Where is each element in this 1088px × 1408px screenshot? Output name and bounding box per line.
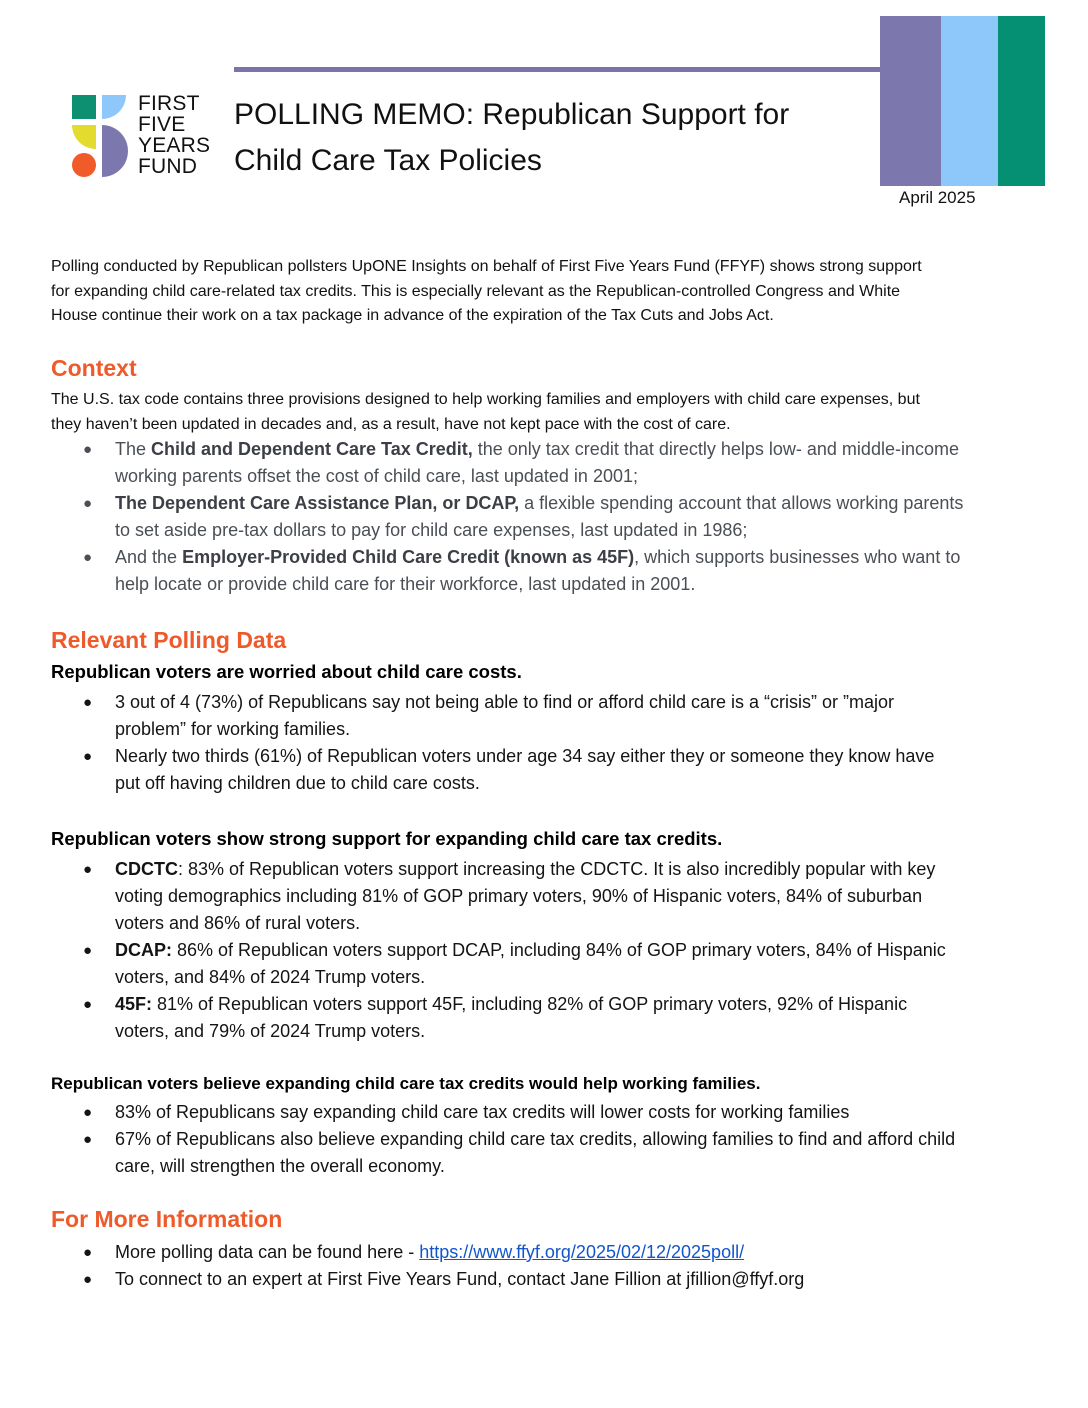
logo-line: FIRST (138, 92, 200, 115)
logo-wordmark (138, 93, 210, 177)
poll-data-link[interactable]: https://www.ffyf.org/2025/02/12/2025poll/ (419, 1242, 745, 1262)
item-text: 83% of Republicans say expanding child care tax credits will lower costs for working families (115, 1102, 850, 1122)
item-bold: DCAP: (115, 940, 172, 960)
intro-line: House continue their work on a tax package in advance of the expiration of the Tax Cuts and Jobs Act. (51, 307, 774, 324)
item-bold: Employer-Provided Child Care Credit (known as 45F) (182, 547, 635, 567)
page-title (234, 92, 789, 184)
bullet-icon: ● (83, 549, 93, 566)
item-text: voters, and 84% of 2024 Trump voters. (115, 967, 426, 987)
item-text: put off having children due to child care costs. (115, 773, 480, 793)
logo-line: FUND (138, 155, 198, 178)
polling-subheading-support: Republican voters show strong support for expanding child care tax credits. (51, 828, 723, 849)
list-item (51, 1099, 1051, 1126)
item-text: voters, and 79% of 2024 Trump voters. (115, 1021, 426, 1041)
logo-line: FIVE (138, 113, 186, 136)
item-text: care, will strengthen the overall economy. (115, 1156, 445, 1176)
context-line: they haven’t been updated in decades and, as a result, have not kept pace with the cost of care. (51, 415, 731, 433)
item-text: a flexible spending account that allows working parents (519, 493, 964, 513)
item-text: The (115, 439, 152, 459)
item-text: 86% of Republican voters support DCAP, including 84% of GOP primary voters, 84% of Hispanic (172, 940, 946, 960)
more-info-list (51, 1239, 1051, 1293)
intro-paragraph (51, 255, 1041, 329)
logo-line: YEARS (138, 134, 211, 157)
bullet-icon: ● (83, 861, 93, 878)
item-text: the only tax credit that directly helps low- and middle-income (472, 439, 959, 459)
item-text: More polling data can be found here - (115, 1242, 420, 1262)
polling-subheading-help: Republican voters believe expanding child care tax credits would help working families. (51, 1074, 761, 1093)
intro-line: for expanding child care-related tax credits. This is especially relevant as the Republican-controlled Congress and White (51, 282, 901, 300)
title-line: POLLING MEMO: Republican Support for (234, 98, 790, 131)
worried-list (51, 689, 1051, 797)
header-rule (234, 67, 880, 72)
item-text: 81% of Republican voters support 45F, including 82% of GOP primary voters, 92% of Hispanic (152, 994, 908, 1014)
item-text: help locate or provide child care for their workforce, last updated in 2001. (115, 574, 696, 594)
context-paragraph (51, 388, 1041, 437)
item-text: 67% of Republicans also believe expanding child care tax credits, allowing families to find and afford child (115, 1129, 956, 1149)
decorative-stripe-blue (941, 16, 998, 186)
item-bold: CDCTC (115, 859, 178, 879)
bullet-icon: ● (83, 1271, 93, 1288)
context-list (51, 436, 1051, 598)
help-list (51, 1099, 1051, 1180)
item-text: problem” for working families. (115, 719, 351, 739)
bullet-icon: ● (83, 748, 93, 765)
item-text: : 83% of Republican voters support increasing the CDCTC. It is also incredibly popular with key (178, 859, 936, 879)
polling-heading: Relevant Polling Data (51, 627, 287, 653)
list-item (51, 1126, 1051, 1180)
list-item (51, 490, 1051, 544)
list-item (51, 743, 1051, 797)
item-bold: 45F: (115, 994, 153, 1014)
item-bold: Child and Dependent Care Tax Credit, (151, 439, 473, 459)
bullet-icon: ● (83, 1131, 93, 1148)
list-item (51, 1239, 1051, 1266)
bullet-icon: ● (83, 942, 93, 959)
intro-line: Polling conducted by Republican pollsters UpONE Insights on behalf of First Five Years Fund (FFYF) shows strong support (51, 258, 922, 275)
bullet-icon: ● (83, 996, 93, 1013)
item-text: voters and 86% of rural voters. (115, 913, 361, 933)
title-line: Child Care Tax Policies (234, 144, 542, 177)
context-heading: Context (51, 355, 137, 381)
ffyf-logo-icon (70, 94, 130, 178)
item-text: And the (115, 547, 183, 567)
memo-date: April 2025 (899, 188, 976, 207)
bullet-icon: ● (83, 441, 93, 458)
list-item (51, 689, 1051, 743)
more-info-heading: For More Information (51, 1206, 283, 1232)
item-text: , which supports businesses who want to (634, 547, 961, 567)
decorative-stripe-purple (880, 16, 941, 186)
item-text: 3 out of 4 (73%) of Republicans say not being able to find or afford child care is a “crisis” or ”major (115, 692, 895, 712)
bullet-icon: ● (83, 694, 93, 711)
item-text: working parents offset the cost of child care, last updated in 2001; (115, 466, 638, 486)
decorative-stripe-green (998, 16, 1045, 186)
support-list (51, 856, 1051, 1045)
list-item (51, 937, 1051, 991)
bullet-icon: ● (83, 495, 93, 512)
list-item (51, 1266, 1051, 1293)
item-text: To connect to an expert at First Five Years Fund, contact Jane Fillion at jfillion@ffyf.org (115, 1269, 805, 1289)
polling-subheading-worried: Republican voters are worried about child care costs. (51, 661, 522, 682)
bullet-icon: ● (83, 1244, 93, 1261)
context-line: The U.S. tax code contains three provisions designed to help working families and employers with child care expenses, but (51, 391, 920, 408)
item-bold: The Dependent Care Assistance Plan, or DCAP, (115, 493, 520, 513)
item-text: voting demographics including 81% of GOP primary voters, 90% of Hispanic voters, 84% of suburban (115, 886, 923, 906)
list-item (51, 991, 1051, 1045)
list-item (51, 856, 1051, 937)
item-text: Nearly two thirds (61%) of Republican voters under age 34 say either they or someone they know have (115, 746, 935, 766)
item-text: to set aside pre-tax dollars to pay for child care expenses, last updated in 1986; (115, 520, 748, 540)
bullet-icon: ● (83, 1104, 93, 1121)
list-item (51, 544, 1051, 598)
list-item (51, 436, 1051, 490)
